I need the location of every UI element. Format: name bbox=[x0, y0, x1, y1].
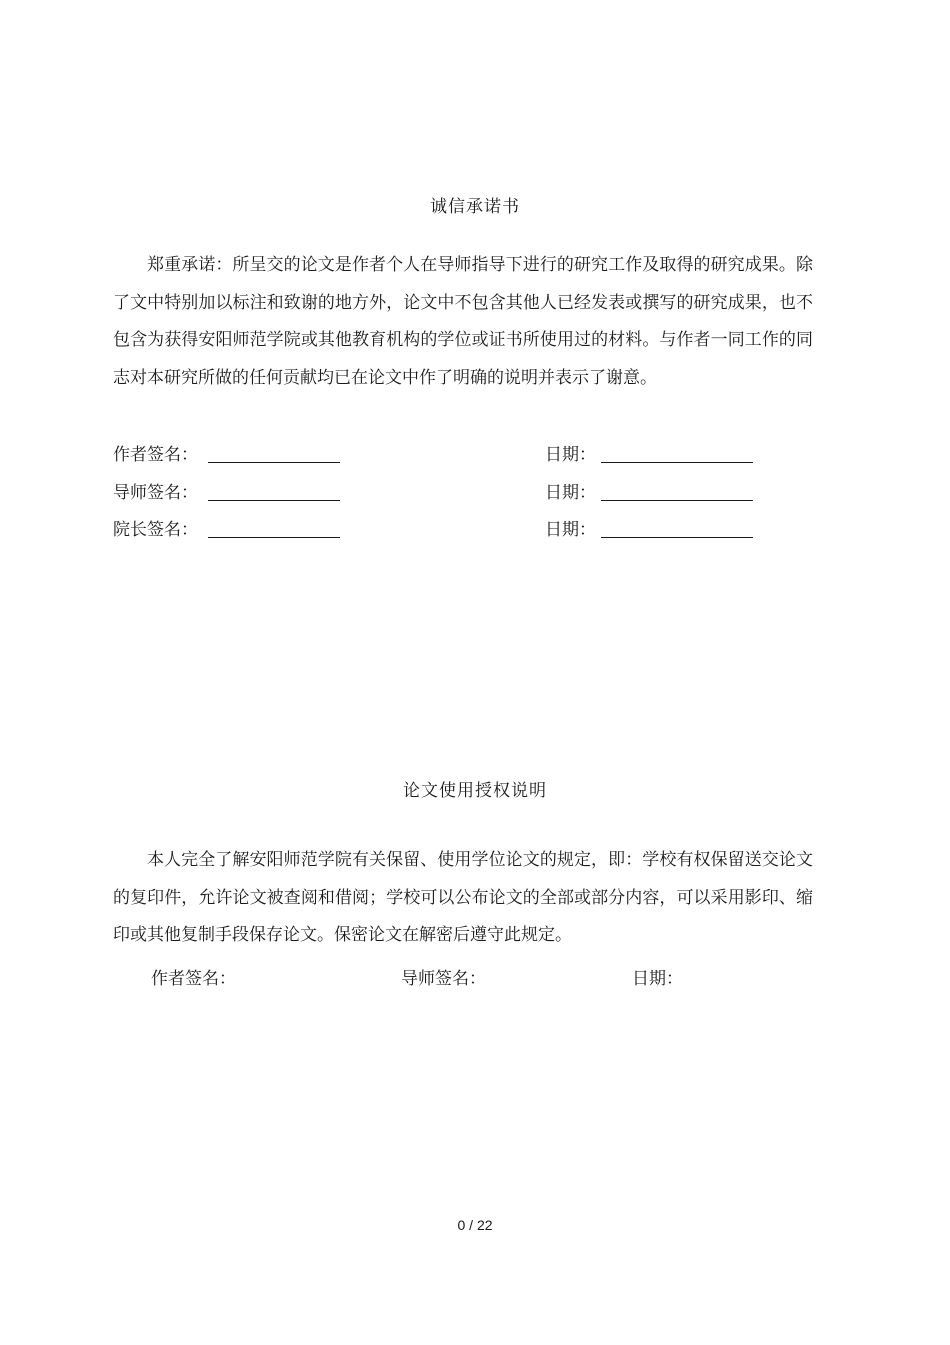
authorization-body: 本人完全了解安阳师范学院有关保留、使用学位论文的规定，即：学校有权保留送交论文的复印件，允许论文被查阅和借阅；学校可以公布论文的全部或部分内容，可以采用影印、缩印或其他复制手段保存论文。保密论文在解密后遵守此规定。 bbox=[113, 850, 813, 945]
supervisor-signature-line[interactable] bbox=[208, 500, 340, 501]
authorization-author-signature-label: 作者签名： bbox=[151, 969, 236, 989]
authorization-date-label: 日期： bbox=[632, 969, 683, 989]
integrity-pledge-title: 诚信承诺书 bbox=[430, 197, 520, 217]
dean-signature-line[interactable] bbox=[208, 537, 340, 538]
supervisor-date-label: 日期： bbox=[545, 483, 596, 503]
page-number: 0 / 22 bbox=[457, 1217, 493, 1233]
integrity-pledge-body: 郑重承诺：所呈交的论文是作者个人在导师指导下进行的研究工作及取得的研究成果。除了文中特别加以标注和致谢的地方外，论文中不包含其他人已经发表或撰写的研究成果，也不包含为获得安阳师范学院或其他教育机构的学位或证书所使用过的材料。与作者一同工作的同志对本研究所做的任何贡献均已在论文中作了明确的说明并表示了谢意。 bbox=[113, 255, 813, 388]
supervisor-date-line[interactable] bbox=[601, 500, 753, 501]
authorization-title: 论文使用授权说明 bbox=[403, 781, 547, 801]
dean-signature-label: 院长签名： bbox=[113, 520, 198, 540]
author-date-label: 日期： bbox=[545, 445, 596, 465]
dean-date-label: 日期： bbox=[545, 520, 596, 540]
signature-row-author bbox=[113, 440, 813, 466]
author-signature-line[interactable] bbox=[208, 462, 340, 463]
supervisor-signature-label: 导师签名： bbox=[113, 483, 198, 503]
author-signature-label: 作者签名： bbox=[113, 445, 198, 465]
signature-row-supervisor bbox=[113, 478, 813, 504]
signature-row-dean bbox=[113, 515, 813, 541]
authorization-supervisor-signature-label: 导师签名： bbox=[401, 969, 486, 989]
dean-date-line[interactable] bbox=[601, 537, 753, 538]
author-date-line[interactable] bbox=[601, 462, 753, 463]
